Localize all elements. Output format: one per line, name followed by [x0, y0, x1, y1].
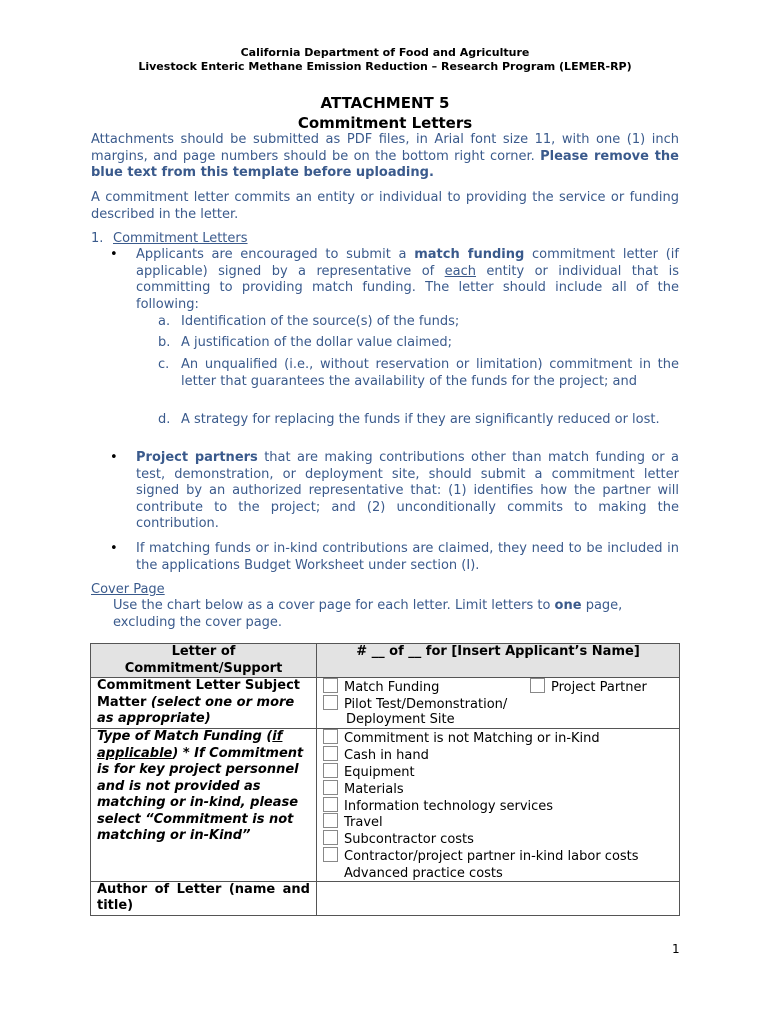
- option-label: Match Funding: [344, 680, 440, 695]
- header-program: Livestock Enteric Methane Emission Reduction – Research Program (LEMER-RP): [138, 60, 632, 73]
- sub-item-text: An unqualified (i.e., without reservation or limitation) commitment in the letter that guarantees the availability of the funds for the project; and: [181, 357, 679, 389]
- cover-page-title: Cover Page: [91, 582, 165, 597]
- header-agency: California Department of Food and Agriculture: [240, 46, 530, 59]
- option-label: Deployment Site: [346, 711, 455, 727]
- cover-table: [90, 643, 680, 916]
- not-matching-checkbox[interactable]: [323, 729, 338, 744]
- sub-item-letter: a.: [158, 314, 171, 329]
- sub-item-text: A justification of the dollar value claimed;: [181, 335, 452, 350]
- pilot-test-checkbox[interactable]: [323, 695, 338, 710]
- page-title: Commitment Letters: [297, 114, 473, 132]
- cover-page-text: Use the chart below as a cover page for each letter. Limit letters to one page, excluding the cover page.: [113, 598, 623, 630]
- option-row: [323, 813, 673, 830]
- table-row: [91, 729, 680, 881]
- table-row: [91, 644, 680, 678]
- bullet-icon: •: [110, 450, 118, 465]
- author-label: Author of Letter (name and title): [91, 881, 317, 915]
- option-label: Contractor/project partner in-kind labor costs: [344, 848, 639, 864]
- author-field[interactable]: [317, 881, 680, 915]
- match-funding-checkbox[interactable]: [323, 678, 338, 693]
- sub-item-letter: c.: [158, 357, 170, 372]
- section-title: Commitment Letters: [113, 231, 248, 246]
- option-label: Advanced practice costs: [344, 865, 503, 881]
- attachment-title: ATTACHMENT 5: [320, 94, 450, 112]
- table-row: [91, 881, 680, 915]
- page-number: 1: [672, 942, 680, 956]
- option-row: [323, 780, 673, 797]
- match-type-label: Type of Match Funding (if applicable) * If Commitment is for key project personnel and is not provided as matching or in-kind, please select “Commitment is not matching or in-Kind”: [91, 729, 317, 881]
- option-label: Project Partner: [551, 680, 647, 695]
- bullet-icon: •: [110, 541, 118, 556]
- bullet-project-partners: Project partners that are making contributions other than match funding or a test, demonstration, or deployment site, should submit a commitment letter signed by an authorized representative that: (1) identifies how the partner will contribute to the project; and (2) unconditionally commits to making the contribution.: [136, 450, 680, 531]
- option-label: Materials: [344, 781, 404, 797]
- sub-item-letter: d.: [158, 412, 171, 427]
- option-row: [323, 864, 673, 881]
- project-partner-checkbox[interactable]: [530, 678, 545, 693]
- subcontractor-checkbox[interactable]: [323, 830, 338, 845]
- option-label: Equipment: [344, 764, 415, 780]
- table-row: [91, 678, 680, 729]
- subject-matter-options: [317, 678, 680, 729]
- cash-checkbox[interactable]: [323, 746, 338, 761]
- option-row: [323, 678, 673, 695]
- subject-matter-label: Commitment Letter Subject Matter (select one or more as appropriate): [91, 678, 317, 729]
- in-kind-labor-checkbox[interactable]: [323, 847, 338, 862]
- table-header-cell: # __ of __ for [Insert Applicant’s Name]: [317, 644, 680, 678]
- option-row: [323, 847, 673, 864]
- sub-item-letter: b.: [158, 335, 171, 350]
- option-label: Subcontractor costs: [344, 832, 474, 848]
- bullet-match-funding: Applicants are encouraged to submit a match funding commitment letter (if applicable) signed by a representative of each entity or individual that is committing to providing match funding. The letter should include all of the following:: [136, 247, 679, 312]
- bullet-icon: •: [110, 247, 118, 262]
- option-label: Information technology services: [344, 798, 554, 814]
- option-row: [323, 695, 673, 712]
- option-row: [323, 746, 673, 763]
- it-services-checkbox[interactable]: [323, 797, 338, 812]
- sub-item-text: Identification of the source(s) of the funds;: [181, 314, 460, 329]
- travel-checkbox[interactable]: [323, 813, 338, 828]
- equipment-checkbox[interactable]: [323, 763, 338, 778]
- option-row: [323, 712, 673, 729]
- option-row: [323, 797, 673, 814]
- section-number: 1.: [91, 231, 104, 246]
- option-row: [323, 763, 673, 780]
- intro-text: A commitment letter commits an entity or individual to providing the service or funding described in the letter.: [91, 190, 679, 222]
- instructions-text: Attachments should be submitted as PDF files, in Arial font size 11, with one (1) inch margins, and page numbers should be on the bottom right corner. Please remove the blue text from this template before uploading.: [91, 132, 679, 180]
- sub-item-text: A strategy for replacing the funds if they are significantly reduced or lost.: [181, 412, 660, 427]
- option-label: Commitment is not Matching or in-Kind: [344, 731, 600, 747]
- bullet-in-kind: If matching funds or in-kind contributions are claimed, they need to be included in the applications Budget Worksheet under section (I).: [136, 541, 679, 573]
- materials-checkbox[interactable]: [323, 780, 338, 795]
- option-row: [323, 830, 673, 847]
- option-label: Travel: [344, 815, 383, 831]
- option-label: Pilot Test/Demonstration/: [344, 696, 508, 712]
- option-label: Cash in hand: [344, 748, 429, 764]
- table-header-cell: Letter of Commitment/Support: [91, 644, 317, 678]
- match-type-options: [317, 729, 680, 881]
- option-row: [323, 729, 673, 746]
